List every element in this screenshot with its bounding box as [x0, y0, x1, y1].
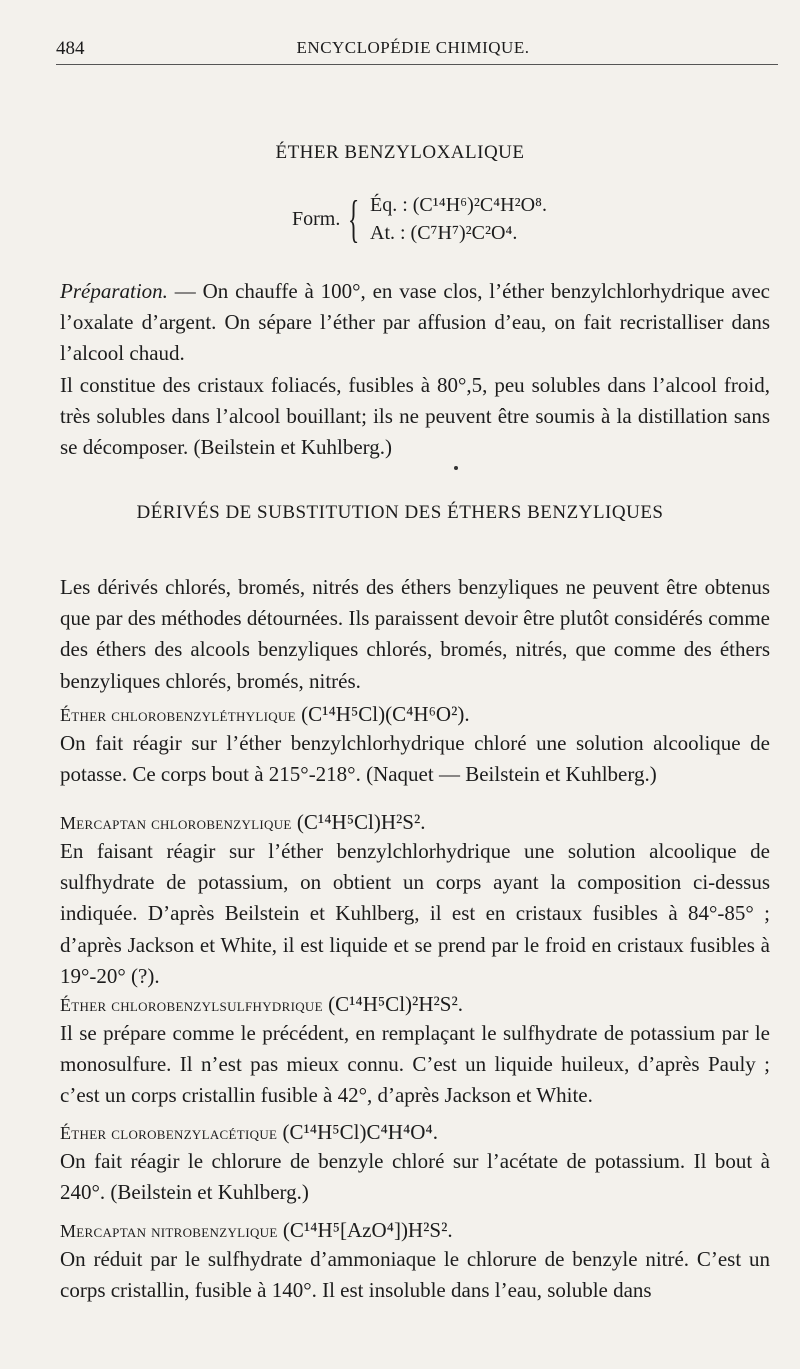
formula-atomic: At. : (C⁷H⁷)²C²O⁴. [370, 222, 518, 244]
entry-text: On réduit par le sulfhydrate d’ammoniaque le chlorure de benzyle nitré. C’est un corps cristallin, fusible à 140°. Il est insoluble dans l’eau, soluble dans [60, 1247, 770, 1303]
brace-symbol: { [348, 191, 360, 248]
page-header [56, 38, 770, 66]
entry-name: Éther clorobenzylacétique [60, 1123, 278, 1143]
entry-text: On fait réagir le chlorure de benzyle chloré sur l’acétate de potassium. Il bout à 240°. (Beilstein et Kuhlberg.) [60, 1149, 770, 1205]
formula-equivalent: Éq. : (C¹⁴H⁶)²C⁴H²O⁸. [370, 194, 547, 216]
header-rule [56, 64, 778, 65]
entry-formula: (C¹⁴H⁵Cl)C⁴H⁴O⁴. [277, 1120, 439, 1144]
form-label: Form. [292, 208, 341, 230]
separator-dot [454, 466, 458, 470]
running-title: ENCYCLOPÉDIE CHIMIQUE. [296, 38, 530, 57]
preparation-paragraph [60, 276, 770, 370]
preparation-text: — On chauffe à 100°, en vase clos, l’éther benzylchlorhydrique avec l’oxalate d’argent. On sépare l’éther par affusion d’eau, on fait recristalliser dans l’alcool chaud. [60, 279, 770, 366]
section-title-derives: DÉRIVÉS DE SUBSTITUTION DES ÉTHERS BENZYLIQUES [136, 502, 664, 523]
formula-block [292, 192, 592, 252]
entry-text: Il se prépare comme le précédent, en remplaçant le sulfhydrate de potassium par le monosulfure. Il n’est pas mieux connu. C’est un liquide huileux, d’après Pauly ; c’est un corps cristallin fusible à 42°, d’après Jackson et White. [60, 1021, 770, 1108]
preparation-label: Préparation. [60, 279, 168, 303]
entry-formula: (C¹⁴H⁵Cl)H²S². [291, 810, 426, 834]
page-number: 484 [56, 38, 85, 59]
entry-name: Éther chlorobenzyléthylique [60, 705, 296, 725]
entry-name: Mercaptan nitrobenzylique [60, 1221, 278, 1241]
entry-formula: (C¹⁴H⁵Cl)²H²S². [322, 992, 463, 1016]
entry-name: Éther chlorobenzylsulfhydrique [60, 995, 323, 1015]
entry-formula: (C¹⁴H⁵Cl)(C⁴H⁶O²). [295, 702, 470, 726]
section-title-benzyloxalique: ÉTHER BENZYLOXALIQUE [275, 142, 525, 163]
intro-paragraph: Les dérivés chlorés, bromés, nitrés des éthers benzyliques ne peuvent être obtenus que par des méthodes détournées. Ils paraissent devoir être plutôt considérés comme des éthers des alcools benzyliques chlorés, bromés, nitrés, que comme des éthers benzyliques chlorés, bromés, nitrés. [60, 575, 770, 693]
entry-heading [60, 810, 770, 835]
properties-paragraph: Il constitue des cristaux foliacés, fusibles à 80°,5, peu solubles dans l’alcool froid, très solubles dans l’alcool bouillant; ils ne peuvent être soumis à la distillation sans se décomposer. (Beilstein et Kuhlberg.) [60, 373, 770, 460]
entry-heading [60, 702, 770, 727]
entry-text: On fait réagir sur l’éther benzylchlorhydrique chloré une solution alcoolique de potasse. Ce corps bout à 215°-218°. (Naquet — Beilstein et Kuhlberg.) [60, 731, 770, 787]
entry-heading [60, 992, 770, 1017]
entry-heading [60, 1120, 770, 1145]
entry-text: En faisant réagir sur l’éther benzylchlorhydrique une solution alcoolique de sulfhydrate de potassium, on obtient un corps ayant la composition ci-dessus indiquée. D’après Beilstein et Kuhlberg, il est en cristaux fusibles à 84°-85° ; d’après Jackson et White, il est liquide et se prend par le froid en cristaux fusibles à 19°-20° (?). [60, 839, 770, 988]
entry-formula: (C¹⁴H⁵[AzO⁴])H²S². [277, 1218, 453, 1242]
entry-heading [60, 1218, 770, 1243]
entry-name: Mercaptan chlorobenzylique [60, 813, 292, 833]
